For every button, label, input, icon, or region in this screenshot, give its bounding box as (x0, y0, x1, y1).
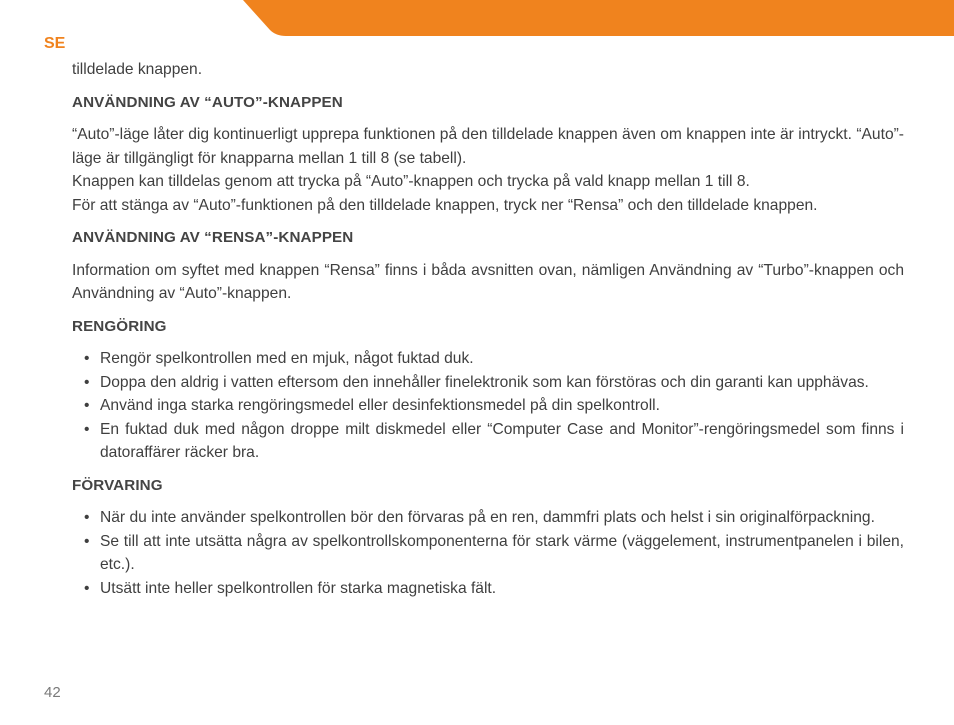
bullet-glyph: • (84, 509, 90, 526)
section-rensa-body (72, 259, 904, 306)
bullet-glyph: • (84, 373, 90, 391)
intro-continuation: tilldelade knappen. (72, 61, 203, 78)
list-item: • Rengör spelkontrollen med en mjuk, något fuktad duk. (72, 347, 904, 371)
rensa-paragraph-1: Information om syftet med knappen “Rensa” finns i båda avsnitten ovan, nämligen Användning av “Turbo”-knappen och Användning av “Auto”-knappen. (72, 261, 904, 302)
heading-rensa: ANVÄNDNING AV “RENSA”-KNAPPEN (72, 229, 354, 246)
auto-paragraph-2: Knappen kan tilldelas genom att trycka på “Auto”-knappen och trycka på vald knapp mellan 1 till 8. (72, 173, 750, 190)
page-number: 42 (44, 684, 61, 701)
rengoring-list (72, 347, 904, 465)
heading-rengoring: RENGÖRING (72, 317, 167, 335)
header-orange-band (0, 0, 954, 38)
list-item: • Använd inga starka rengöringsmedel eller desinfektionsmedel på din spelkontroll. (72, 394, 904, 418)
orange-tab-shape (243, 0, 954, 36)
list-item: • Se till att inte utsätta några av spelkontrollskomponenterna för stark värme (väggelement, instrumentpanelen i bilen, etc.). (72, 530, 904, 577)
heading-forvaring: FÖRVARING (72, 476, 163, 494)
list-item: • När du inte använder spelkontrollen bör den förvaras på en ren, dammfri plats och helst i sin originalförpackning. (72, 506, 904, 530)
bullet-glyph: • (84, 397, 90, 414)
bullet-glyph: • (84, 420, 90, 438)
bullet-glyph: • (84, 532, 90, 550)
bullet-glyph: • (84, 579, 90, 597)
section-auto-body (72, 123, 904, 217)
language-tag: SE (44, 35, 66, 52)
list-item: • Doppa den aldrig i vatten eftersom den innehåller finelektronik som kan förstöras och din garanti kan upphävas. (72, 371, 904, 395)
auto-paragraph-3: För att stänga av “Auto”-funktionen på den tilldelade knappen, tryck ner “Rensa” och den tilldelade knappen. (72, 196, 818, 214)
list-item: • Utsätt inte heller spelkontrollen för starka magnetiska fält. (72, 577, 904, 601)
bullet-glyph: • (84, 350, 90, 367)
heading-auto: ANVÄNDNING AV “AUTO”-KNAPPEN (72, 93, 343, 111)
forvaring-list (72, 506, 904, 600)
list-item: • En fuktad duk med någon droppe milt diskmedel eller “Computer Case and Monitor”-rengöringsmedel som finns i datoraffärer räcker bra. (72, 418, 904, 465)
document-body (72, 58, 904, 609)
auto-paragraph-1: “Auto”-läge låter dig kontinuerligt upprepa funktionen på den tilldelade knappen även om knappen inte är intryckt. “Auto”-läge är tillgängligt för knapparna mellan 1 till 8 (se tabell). (72, 126, 904, 167)
